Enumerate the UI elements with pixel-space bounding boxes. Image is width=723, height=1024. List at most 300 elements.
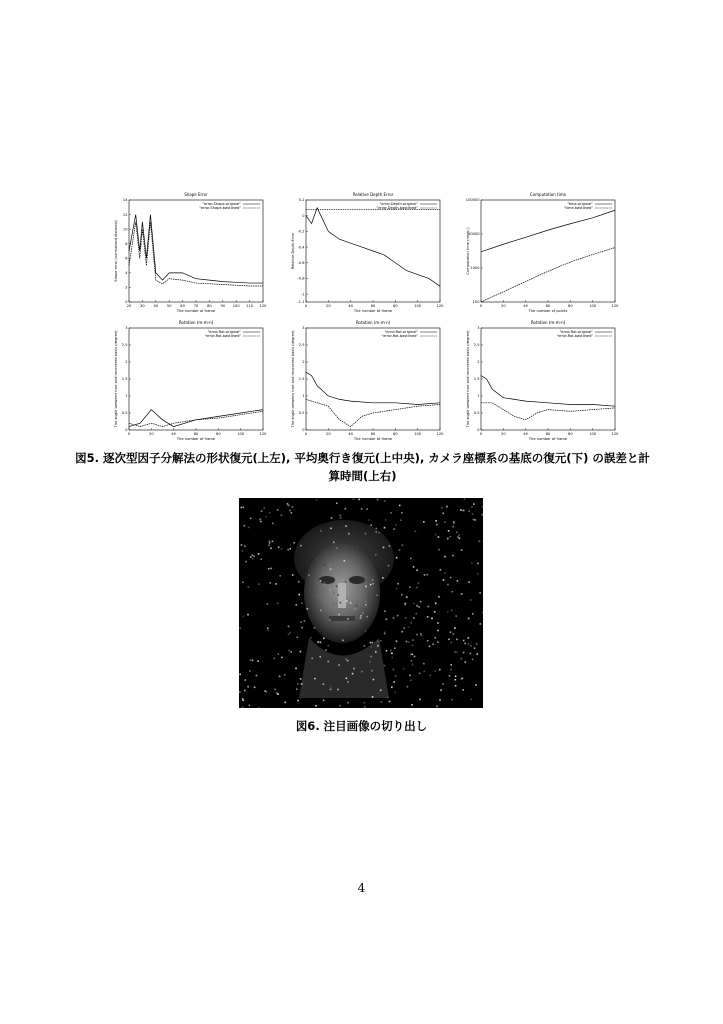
speckle — [268, 630, 270, 632]
speckle — [300, 545, 302, 547]
speckle — [272, 523, 274, 525]
speckle — [444, 556, 446, 558]
speckle — [391, 657, 393, 659]
chart-title: Relative Depth Error — [352, 192, 394, 197]
speckle — [468, 643, 470, 645]
x-tick-label: 100 — [589, 304, 597, 308]
speckle — [459, 538, 461, 540]
speckle — [391, 687, 393, 689]
speckle — [406, 641, 408, 643]
speckle — [308, 575, 310, 577]
x-tick-label: 30 — [140, 304, 145, 308]
speckle — [450, 577, 452, 579]
speckle — [348, 533, 350, 535]
nose — [338, 583, 346, 608]
mouth — [329, 616, 355, 621]
speckle — [451, 642, 453, 644]
speckle — [401, 594, 403, 596]
speckle — [364, 706, 366, 708]
speckle — [472, 613, 474, 615]
speckle — [479, 592, 481, 594]
speckle — [461, 593, 463, 595]
speckle — [260, 521, 262, 523]
series-line — [129, 215, 263, 283]
plot-frame — [306, 328, 440, 430]
x-tick-label: 90 — [220, 304, 226, 308]
speckle — [409, 586, 411, 588]
y-tick-label: 0 — [125, 300, 128, 305]
speckle — [372, 696, 374, 698]
speckle — [329, 564, 331, 566]
speckle — [338, 664, 340, 666]
speckle — [436, 524, 438, 526]
x-tick-label: 20 — [501, 432, 506, 436]
speckle — [412, 645, 414, 647]
speckle — [438, 536, 440, 538]
speckle — [345, 525, 347, 527]
speckle — [395, 524, 397, 526]
speckle — [428, 606, 430, 608]
speckle — [347, 660, 349, 662]
x-axis-label: The number of frame — [528, 437, 568, 441]
speckle — [435, 603, 437, 605]
x-tick-label: 0 — [304, 304, 308, 308]
series-line — [481, 210, 615, 252]
speckle — [365, 604, 367, 606]
speckle — [455, 676, 457, 678]
x-tick-label: 20 — [149, 432, 154, 436]
speckle — [248, 527, 250, 529]
x-tick-label: 80 — [568, 432, 573, 436]
speckle — [388, 565, 390, 567]
y-tick-label: 3 — [477, 326, 480, 331]
speckle — [377, 693, 379, 695]
speckle — [454, 651, 456, 653]
speckle — [278, 547, 280, 549]
chart-title: Computation time — [529, 192, 567, 197]
chart-title: Shape Error — [184, 192, 208, 197]
speckle — [350, 602, 352, 604]
speckle — [365, 630, 367, 632]
x-tick-label: 120 — [259, 432, 267, 436]
speckle — [462, 678, 464, 680]
speckle — [401, 631, 403, 633]
speckle — [366, 616, 368, 618]
speckle — [370, 646, 372, 648]
speckle — [290, 651, 292, 653]
speckle — [380, 690, 382, 692]
speckle — [439, 699, 441, 701]
speckle — [356, 605, 358, 607]
speckle — [396, 557, 398, 559]
speckle — [368, 519, 370, 521]
speckle — [330, 577, 332, 579]
speckle — [386, 619, 388, 621]
speckle — [287, 503, 289, 505]
speckle — [372, 642, 374, 644]
speckle — [455, 679, 457, 681]
chart-svg-1 — [290, 190, 448, 315]
plot-frame — [481, 200, 615, 302]
speckle — [440, 689, 442, 691]
speckle — [435, 670, 437, 672]
speckle — [456, 532, 458, 534]
speckle — [397, 615, 399, 617]
plot-frame — [481, 328, 615, 430]
speckle — [250, 518, 252, 520]
y-tick-label: 2.5 — [298, 343, 305, 348]
y-tick-label: 1.5 — [298, 377, 305, 382]
speckle — [281, 514, 283, 516]
x-tick-label: 120 — [436, 432, 444, 436]
speckle — [378, 532, 380, 534]
speckle — [296, 688, 298, 690]
speckle — [450, 664, 452, 666]
speckle — [437, 630, 439, 632]
speckle — [441, 507, 443, 509]
x-tick-label: 120 — [436, 304, 444, 308]
x-tick-label: 20 — [326, 304, 331, 308]
speckle — [396, 641, 398, 643]
speckle — [370, 656, 372, 658]
series-line — [481, 403, 615, 420]
x-tick-label: 40 — [171, 432, 176, 436]
y-tick-label: 2 — [302, 360, 305, 365]
speckle — [372, 583, 374, 585]
speckle — [468, 637, 470, 639]
speckle — [393, 669, 395, 671]
speckle — [384, 665, 386, 667]
speckle — [456, 651, 458, 653]
y-tick-label: 1.5 — [121, 377, 128, 382]
speckle — [252, 554, 254, 556]
legend-label: "error.Rot.bastlined" — [381, 334, 418, 338]
y-tick-label: 2 — [125, 360, 128, 365]
speckle — [482, 612, 483, 614]
speckle — [366, 508, 368, 510]
speckle — [384, 632, 386, 634]
speckle — [439, 669, 441, 671]
speckle — [384, 527, 386, 529]
y-tick-label: -0.2 — [297, 229, 305, 234]
y-tick-label: 1000 — [470, 266, 480, 271]
speckle — [279, 575, 281, 577]
speckle — [340, 515, 342, 517]
speckle — [438, 596, 440, 598]
speckle — [409, 675, 411, 677]
speckle — [288, 634, 290, 636]
speckle — [258, 707, 260, 708]
speckle — [472, 519, 474, 521]
speckle — [289, 632, 291, 634]
y-tick-label: 8 — [125, 241, 128, 246]
speckle — [413, 566, 415, 568]
speckle — [395, 675, 397, 677]
speckle — [384, 500, 386, 502]
speckle — [418, 582, 420, 584]
speckle — [429, 646, 431, 648]
speckle — [376, 528, 378, 530]
speckle — [320, 610, 322, 612]
x-tick-label: 40 — [523, 432, 528, 436]
speckle — [420, 601, 422, 603]
speckle — [360, 617, 362, 619]
x-tick-label: 120 — [259, 304, 267, 308]
speckle — [333, 603, 335, 605]
y-tick-label: 1 — [125, 394, 128, 399]
speckle — [434, 637, 436, 639]
speckle — [288, 626, 290, 628]
speckle — [381, 701, 383, 703]
y-tick-label: -1 — [300, 292, 305, 297]
speckle — [377, 499, 379, 501]
speckle — [242, 581, 244, 583]
speckle — [371, 670, 373, 672]
speckle — [406, 686, 408, 688]
series-line — [306, 372, 440, 404]
speckle — [241, 544, 243, 546]
y-tick-label: 3 — [125, 326, 128, 331]
speckle — [403, 668, 405, 670]
speckle — [323, 683, 325, 685]
chart-svg-0 — [113, 190, 271, 315]
y-tick-label: 1 — [477, 394, 480, 399]
speckle — [452, 555, 454, 557]
y-tick-label: 100 — [472, 300, 480, 305]
speckle — [358, 499, 360, 501]
speckle — [383, 547, 385, 549]
speckle — [460, 509, 462, 511]
speckle — [269, 542, 271, 544]
speckle — [254, 687, 256, 689]
speckle — [453, 522, 455, 524]
speckle — [370, 584, 372, 586]
speckle — [328, 645, 330, 647]
speckle — [273, 658, 275, 660]
x-tick-label: 80 — [393, 304, 398, 308]
x-tick-label: 20 — [126, 304, 132, 308]
right-eye — [349, 576, 365, 584]
speckle — [420, 633, 422, 635]
speckle — [342, 640, 344, 642]
speckle — [427, 616, 429, 618]
y-tick-label: 2 — [125, 285, 128, 290]
speckle — [458, 534, 460, 536]
speckle — [241, 507, 243, 509]
speckle — [275, 583, 277, 585]
x-axis-label: The number of frame — [353, 437, 393, 441]
speckle — [390, 650, 392, 652]
speckle — [423, 663, 425, 665]
x-tick-label: 0 — [479, 304, 483, 308]
speckle — [399, 549, 401, 551]
speckle — [293, 542, 295, 544]
speckle — [431, 618, 433, 620]
speckle — [347, 618, 349, 620]
speckle — [448, 639, 450, 641]
speckle — [325, 649, 327, 651]
speckle — [461, 549, 463, 551]
speckle — [470, 653, 472, 655]
speckle — [316, 499, 318, 501]
speckle — [397, 583, 399, 585]
speckle — [361, 671, 363, 673]
speckle — [244, 690, 246, 692]
speckle — [277, 509, 279, 511]
speckle — [468, 618, 470, 620]
speckle — [450, 631, 452, 633]
speckle — [471, 562, 473, 564]
speckle — [424, 574, 426, 576]
speckle — [311, 658, 313, 660]
x-tick-label: 0 — [479, 432, 483, 436]
speckle — [330, 528, 332, 530]
speckle — [372, 579, 374, 581]
x-tick-label: 40 — [348, 304, 353, 308]
speckle — [457, 536, 459, 538]
speckle — [389, 545, 391, 547]
speckle — [437, 622, 439, 624]
speckle — [274, 689, 276, 691]
speckle — [430, 675, 432, 677]
legend-label: "error.Rot.original" — [207, 330, 241, 334]
speckle — [450, 536, 452, 538]
speckle — [471, 699, 473, 701]
speckle — [331, 517, 333, 519]
speckle — [247, 686, 249, 688]
y-tick-label: 10 — [122, 227, 128, 232]
speckle — [270, 548, 272, 550]
y-axis-label: The angle between true and recovered basis (degree) — [466, 330, 470, 428]
speckle — [310, 637, 312, 639]
speckle — [355, 608, 357, 610]
speckle — [477, 563, 479, 565]
speckle — [298, 594, 300, 596]
speckle — [437, 641, 439, 643]
speckle — [317, 641, 319, 643]
speckle — [457, 580, 459, 582]
speckle — [324, 584, 326, 586]
speckle — [389, 701, 391, 703]
plot-frame — [129, 200, 263, 302]
speckle — [463, 510, 465, 512]
y-tick-label: 0.5 — [473, 411, 480, 416]
y-tick-label: 0.2 — [298, 198, 305, 203]
speckle — [419, 699, 421, 701]
y-tick-label: 1.5 — [473, 377, 480, 382]
speckle — [307, 608, 309, 610]
x-tick-label: 80 — [207, 304, 212, 308]
speckle — [284, 702, 286, 704]
speckle — [323, 700, 325, 702]
x-tick-label: 100 — [414, 304, 422, 308]
speckle — [399, 505, 401, 507]
y-axis-label: The angle between true and recovered basis (degree) — [114, 330, 118, 428]
series-line — [306, 399, 440, 426]
speckle — [387, 697, 389, 699]
speckle — [448, 530, 450, 532]
speckle — [329, 589, 331, 591]
speckle — [330, 689, 332, 691]
speckle — [314, 580, 316, 582]
speckle — [396, 588, 398, 590]
x-axis-label: The number of points — [528, 309, 568, 313]
speckle — [291, 512, 293, 514]
speckle — [279, 676, 281, 678]
speckle — [394, 647, 396, 649]
y-tick-label: 0 — [302, 213, 305, 218]
x-tick-label: 100 — [414, 432, 422, 436]
speckle — [440, 569, 442, 571]
legend-label: "error.Depth.bastlined" — [376, 206, 418, 210]
x-tick-label: 100 — [232, 304, 240, 308]
speckle — [464, 498, 466, 500]
speckle — [292, 506, 294, 508]
chart-rotation-1 — [113, 318, 271, 443]
speckle — [336, 586, 338, 588]
speckle — [393, 528, 395, 530]
series-line — [129, 411, 263, 426]
speckle — [298, 581, 300, 583]
speckle — [463, 640, 465, 642]
speckle — [249, 670, 251, 672]
speckle — [454, 627, 456, 629]
chart-rotation-2 — [290, 318, 448, 443]
speckle — [330, 686, 332, 688]
y-tick-label: 1 — [302, 394, 305, 399]
speckle — [270, 568, 272, 570]
speckle — [346, 678, 348, 680]
speckle — [300, 678, 302, 680]
speckle — [435, 534, 437, 536]
speckle — [340, 517, 342, 519]
speckle — [325, 570, 327, 572]
chart-svg-2 — [465, 190, 623, 315]
speckle — [347, 681, 349, 683]
speckle — [452, 526, 454, 528]
y-tick-label: -0.4 — [297, 245, 305, 250]
speckle — [278, 653, 280, 655]
y-tick-label: 0 — [125, 428, 128, 433]
speckle — [404, 604, 406, 606]
legend-label: "time.original" — [566, 202, 593, 206]
legend-label: "error.Shape.original" — [202, 202, 241, 206]
x-tick-label: 80 — [216, 432, 221, 436]
speckle — [256, 675, 258, 677]
x-tick-label: 80 — [568, 304, 573, 308]
speckle — [338, 614, 340, 616]
y-tick-label: 0.5 — [121, 411, 128, 416]
speckle — [464, 643, 466, 645]
speckle — [414, 656, 416, 658]
speckle — [338, 594, 340, 596]
x-tick-label: 60 — [545, 304, 551, 308]
series-line — [306, 208, 440, 286]
speckle — [427, 640, 429, 642]
speckle — [257, 660, 259, 662]
speckle — [258, 553, 260, 555]
y-tick-label: -0.6 — [297, 260, 305, 265]
speckle — [340, 602, 342, 604]
speckle — [375, 531, 377, 533]
speckle — [411, 704, 413, 706]
speckle — [301, 602, 303, 604]
speckle — [450, 669, 452, 671]
speckle — [482, 514, 484, 516]
speckle — [436, 706, 438, 708]
x-tick-label: 60 — [370, 304, 376, 308]
speckle — [363, 587, 365, 589]
